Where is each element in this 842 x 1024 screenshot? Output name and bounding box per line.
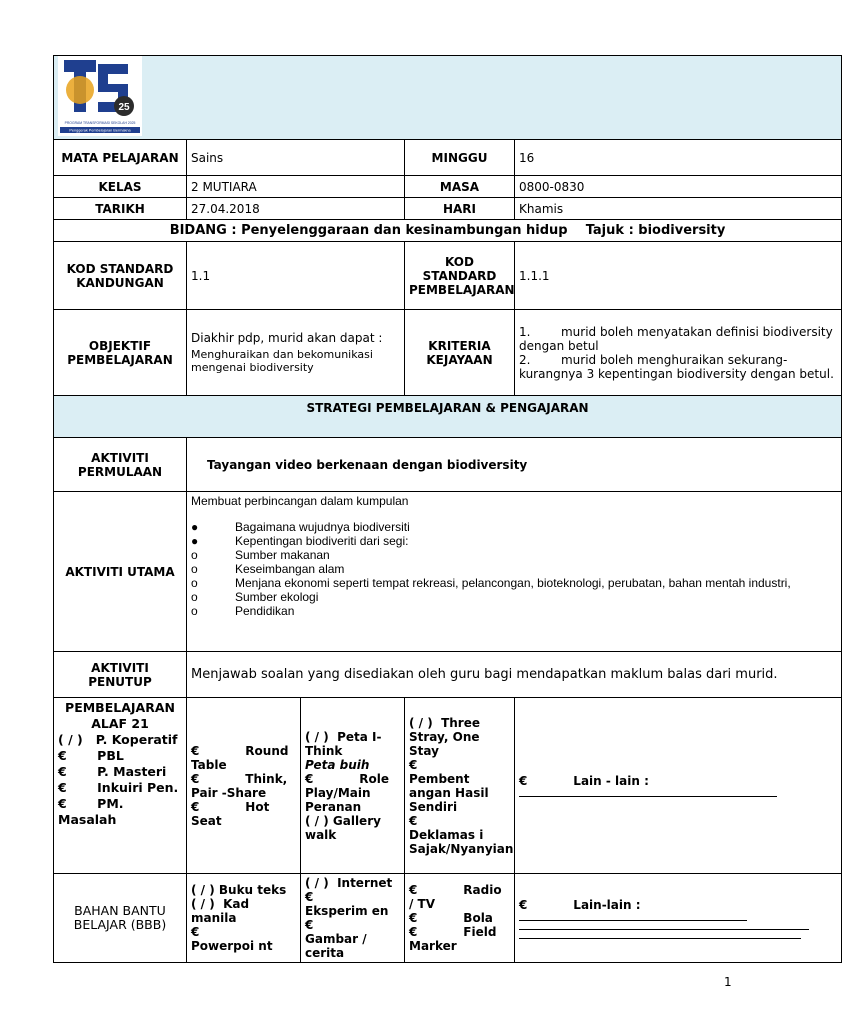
bullet: ● <box>191 520 199 534</box>
utama-cell <box>187 492 842 652</box>
kelas-label: KELAS <box>54 176 187 198</box>
list-item: o Sumber ekologi <box>191 590 319 604</box>
bullet: o <box>191 562 198 576</box>
masa-label: MASA <box>405 176 515 198</box>
lesson-plan-table <box>53 55 842 963</box>
permulaan-label: AKTIVITI PERMULAAN <box>54 438 187 492</box>
tarikh-label: TARIKH <box>54 198 187 220</box>
objektif-cell <box>187 310 405 396</box>
bullet: o <box>191 590 198 604</box>
bidang-row: BIDANG : Penyelenggaraan dan kesinambungan hidup Tajuk : biodiversity <box>54 220 842 242</box>
alaf21-option: € Inkuiri Pen. <box>58 780 179 795</box>
bbb-col-2: ( / ) Internet € Eksperim en € Gambar / cerita <box>301 874 405 963</box>
logo-caption-1: PROGRAM TRANSFORMASI SEKOLAH 2025 <box>64 121 136 125</box>
logo-caption-2: Penggerak Pembelajaran Bermakna <box>69 128 131 133</box>
masa-value: 0800-0830 <box>515 176 842 198</box>
objektif-intro: Diakhir pdp, murid akan dapat : <box>191 331 383 345</box>
list-item: o Pendidikan <box>191 604 295 618</box>
alaf21-title: PEMBELAJARAN ALAF 21 <box>65 700 175 731</box>
penutup-text: Menjawab soalan yang disediakan oleh guru bagi mendapatkan maklum balas dari murid. <box>187 652 842 698</box>
blank-line <box>519 912 747 921</box>
logo-number: 25 <box>118 102 130 113</box>
strategi-title: STRATEGI PEMBELAJARAN & PENGAJARAN <box>54 396 842 438</box>
bbb-col-1: ( / ) Buku teks ( / ) Kad manila € Powerpoi nt <box>187 874 301 963</box>
tarikh-value: 27.04.2018 <box>187 198 405 220</box>
bbb-label: BAHAN BANTU BELAJAR (BBB) <box>54 874 187 963</box>
blank-line <box>519 921 809 930</box>
alaf21-option: € P. Masteri <box>58 764 167 779</box>
alaf21-option: € PM. Masalah <box>58 796 128 827</box>
alaf21-cell <box>54 698 187 874</box>
mata-pelajaran-value: Sains <box>187 140 405 176</box>
alaf21-col-2: ( / ) Peta I-Think Peta buih € Role Play/Main Peranan ( / ) Gallery walk <box>301 698 405 874</box>
list-item: o Sumber makanan <box>191 548 330 562</box>
utama-intro: Membuat perbincangan dalam kumpulan <box>191 494 409 508</box>
alaf21-option: ( / ) P. Koperatif <box>58 732 178 747</box>
list-item: o Menjana ekonomi seperti tempat rekreasi, pelancongan, bioteknologi, perubatan, bahan mentah industri, <box>191 576 791 590</box>
utama-list <box>191 520 837 618</box>
mata-pelajaran-label: MATA PELAJARAN <box>54 140 187 176</box>
permulaan-text: Tayangan video berkenaan dengan biodiversity <box>187 438 842 492</box>
page-number: 1 <box>724 975 732 989</box>
utama-label: AKTIVITI UTAMA <box>54 492 187 652</box>
kod-sp-label: KOD STANDARD PEMBELAJARAN <box>405 242 515 310</box>
bullet: o <box>191 548 198 562</box>
bbb-col-3: € Radio / TV € Bola € Field Marker <box>405 874 515 963</box>
objektif-label: OBJEKTIF PEMBELAJARAN <box>54 310 187 396</box>
hari-value: Khamis <box>515 198 842 220</box>
kod-sk-value: 1.1 <box>187 242 405 310</box>
alaf21-col-3: ( / ) Three Stray, One Stay € Pembent angan Hasil Sendiri € Deklamas i Sajak/Nyanyian <box>405 698 515 874</box>
bbb-col-4: € Lain-lain : <box>515 874 842 963</box>
alaf21-option: € PBL <box>58 748 124 763</box>
bullet: o <box>191 576 198 590</box>
ts25-logo <box>58 56 142 136</box>
blank-line <box>519 788 777 797</box>
bullet: o <box>191 604 198 618</box>
minggu-value: 16 <box>515 140 842 176</box>
kriteria-cell <box>515 310 842 396</box>
objektif-text: Menghuraikan dan bekomunikasi mengenai biodiversity <box>191 348 373 374</box>
bullet: ● <box>191 534 199 548</box>
minggu-label: MINGGU <box>405 140 515 176</box>
header-row <box>54 56 842 140</box>
hari-label: HARI <box>405 198 515 220</box>
list-item: o Keseimbangan alam <box>191 562 345 576</box>
kelas-value: 2 MUTIARA <box>187 176 405 198</box>
alaf21-col-1: € Round Table € Think, Pair -Share € Hot Seat <box>187 698 301 874</box>
kriteria-1: 1. murid boleh menyatakan definisi biodiversity dengan betul <box>519 324 837 353</box>
alaf21-col-4: € Lain - lain : <box>515 698 842 874</box>
blank-line <box>519 930 801 939</box>
list-item: ● Bagaimana wujudnya biodiversiti <box>191 520 410 534</box>
penutup-label: AKTIVITI PENUTUP <box>54 652 187 698</box>
kod-sk-label: KOD STANDARD KANDUNGAN <box>54 242 187 310</box>
list-item: ● Kepentingan biodiveriti dari segi: <box>191 534 409 548</box>
kriteria-label: KRITERIA KEJAYAAN <box>405 310 515 396</box>
kod-sp-value: 1.1.1 <box>515 242 842 310</box>
kriteria-2: 2. murid boleh menghuraikan sekurang-kurangnya 3 kepentingan biodiversity dengan betul. <box>519 352 834 381</box>
